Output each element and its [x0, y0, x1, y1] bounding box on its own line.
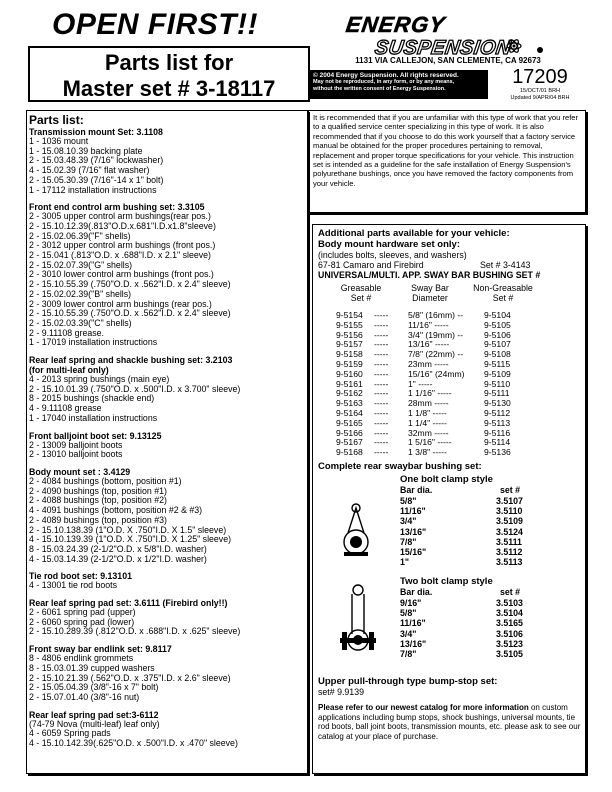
- greasable-column-header: [336, 283, 386, 303]
- one-bolt-col-dia: Bar dia.: [400, 484, 433, 495]
- parts-item: 2 - 15.02.07.39("G" shells): [29, 259, 133, 270]
- master-set-title: [28, 46, 310, 102]
- date-created: 15/OCT/01 BRH: [519, 88, 561, 94]
- parts-item: 2 - 15.03.48.39 (7/16" lockwasher): [29, 155, 164, 166]
- company-address: 1131 VIA CALLEJON, SAN CLEMENTE, CA 92673: [355, 56, 541, 65]
- parts-item: 2 - 15.07.01.40 (3/8"-16 nut): [29, 691, 140, 702]
- parts-section: [29, 355, 305, 424]
- parts-item: 8 - 15.03.24.39 (2-1/2"O.D. x 5/8"I.D. washer): [29, 543, 207, 554]
- sway-bar-diameter: 23mm -----: [408, 358, 449, 369]
- open-first-heading: OPEN FIRST!!: [52, 8, 258, 41]
- parts-item: 2 - 3005 upper control arm bushings(rear pos.): [29, 211, 211, 222]
- non-greasable-column-header: [468, 283, 538, 303]
- two-bolt-bar-diameter: 11/16": [400, 618, 426, 629]
- two-bolt-row: [400, 629, 570, 639]
- parts-item: 2 - 4089 bushings (top, position #3): [29, 514, 167, 525]
- row-separator: -----: [374, 358, 389, 369]
- two-bolt-bar-diameter: 7/8": [400, 648, 417, 659]
- section-gap: [29, 591, 305, 598]
- parts-item: 4 - 15.10.142.39(.625"O.D. x .500"I.D. x .470" sleeve): [29, 738, 238, 749]
- parts-list-panel: [26, 110, 308, 774]
- non-greasable-set-number: 9-5107: [484, 339, 511, 350]
- two-bolt-row: [400, 639, 570, 649]
- revision-dates: [500, 88, 580, 101]
- one-bolt-bar-diameter: 7/8": [400, 536, 417, 547]
- parts-item: 2 - 15.10.55.39 (.750"O.D. x .562"I.D. x 2.4" sleeve): [29, 308, 231, 319]
- parts-item: 1 - 1036 mount: [29, 136, 89, 146]
- bump-stop-heading: Upper pull-through type bump-stop set:: [318, 675, 498, 687]
- greasable-set-number: 9-5162: [336, 388, 363, 399]
- parts-item: 4 - 13001 tie rod boots: [29, 580, 118, 591]
- one-bolt-bar-diameter: 1": [400, 557, 410, 568]
- non-greasable-set-number: 9-5116: [484, 427, 511, 438]
- two-bolt-set-number: 3.5123: [496, 638, 523, 649]
- copyright-line-3: without the written consent of Energy Suspension.: [313, 86, 446, 92]
- parts-section-subtitle: (for multi-leaf only): [29, 365, 109, 376]
- parts-section-title: Front end control arm bushing set: 3.3105: [29, 202, 205, 213]
- row-separator: -----: [374, 339, 389, 350]
- section-gap: [29, 460, 305, 467]
- one-bolt-set-number: 3.5109: [496, 516, 523, 527]
- non-greasable-header-line1: Non-Greasable: [473, 283, 533, 293]
- non-greasable-set-number: 9-5130: [484, 398, 511, 409]
- sway-bar-diameter: 32mm -----: [408, 427, 449, 438]
- parts-item: 2 - 15.10.12.39(.813"O.D.x.681"I.D.x1.8"sleeve): [29, 220, 216, 231]
- one-bolt-title: One bolt clamp style: [400, 473, 493, 485]
- logo-suspension-text: SUSPENSION: [373, 37, 513, 58]
- one-bolt-set-number: 3.5112: [496, 546, 523, 557]
- sway-bar-row: [318, 448, 581, 458]
- one-bolt-row: [400, 516, 570, 526]
- two-bolt-set-number: 3.5103: [496, 597, 523, 608]
- non-greasable-set-number: 9-5104: [484, 310, 511, 320]
- diameter-header-line1: Sway Bar: [411, 283, 449, 293]
- parts-item: 2 - 13010 balljoint boots: [29, 449, 123, 460]
- parts-item: 2 - 6060 spring pad (lower): [29, 616, 135, 627]
- section-gap: [29, 195, 305, 202]
- section-gap: [29, 348, 305, 355]
- parts-section-title: Body mount set : 3.4129: [29, 466, 131, 477]
- additional-parts-heading: Additional parts available for your vehicle:: [318, 228, 510, 239]
- one-bolt-clamp-icon: [338, 502, 374, 562]
- parts-list-content: [29, 113, 305, 749]
- greasable-set-number: 9-5164: [336, 407, 363, 418]
- non-greasable-set-number: 9-5105: [484, 319, 511, 330]
- greasable-set-number: 9-5165: [336, 417, 363, 428]
- sway-bar-diameter: 1 1/8" -----: [408, 407, 447, 418]
- parts-list-heading: Parts list:: [29, 113, 84, 127]
- logo-graphic: [340, 12, 550, 58]
- catalog-note-bold: Please refer to our newest catalog for more information: [318, 702, 529, 712]
- parts-item: 2 - 13009 balljoint boots: [29, 439, 123, 450]
- row-separator: -----: [374, 447, 389, 458]
- section-gap: [29, 564, 305, 571]
- master-set-number: Master set # 3-18117: [62, 76, 276, 101]
- sway-bar-diameter: 15/16" (24mm): [408, 368, 465, 379]
- one-bolt-row: [400, 496, 570, 506]
- bump-stop-set: set# 9.9139: [318, 686, 364, 697]
- parts-item: 2 - 15.05.04.39 (3/8"-16 x 7" bolt): [29, 682, 159, 693]
- diameter-header-line2: Diameter: [412, 293, 448, 303]
- two-bolt-clamp-icon: [338, 578, 378, 658]
- non-greasable-set-number: 9-5108: [484, 349, 511, 360]
- parts-section-title: Front balljoint boot set: 9.13125: [29, 430, 162, 441]
- body-mount-hardware-heading: Body mount hardware set only:: [318, 239, 460, 250]
- two-bolt-section: [318, 575, 581, 676]
- parts-section: [29, 127, 305, 195]
- parts-section-subtitle: (74-79 Nova (multi-leaf) leaf only): [29, 718, 160, 729]
- sway-bar-diameter: 28mm -----: [408, 398, 449, 409]
- parts-section: [29, 431, 305, 460]
- greasable-set-number: 9-5160: [336, 368, 363, 379]
- parts-item: 2 - 15.10.138.39 (1"O.D. X .750"I.D. X 1.5" sleeve): [29, 524, 227, 535]
- one-bolt-set-number: 3.5110: [496, 506, 523, 517]
- row-separator: -----: [374, 437, 389, 448]
- row-separator: -----: [374, 378, 389, 389]
- greasable-header-line2: Set #: [350, 293, 372, 303]
- two-bolt-row: [400, 598, 570, 608]
- two-bolt-bar-diameter: 3/4": [400, 628, 417, 639]
- sway-bar-diameter: 7/8" (22mm) --: [408, 349, 464, 360]
- parts-item: 2 - 4084 bushings (bottom, position #1): [29, 475, 182, 486]
- parts-section: [29, 710, 305, 749]
- greasable-set-number: 9-5158: [336, 349, 363, 360]
- non-greasable-set-number: 9-5113: [484, 417, 511, 428]
- row-separator: -----: [374, 398, 389, 409]
- one-bolt-set-number: 3.5113: [496, 557, 523, 568]
- parts-item: 2 - 4088 bushings (top, position #2): [29, 495, 167, 506]
- additional-parts-content: [318, 228, 581, 741]
- sway-bar-diameter: 13/16" -----: [408, 339, 450, 350]
- sway-bar-diameter: 1 5/16" -----: [408, 437, 452, 448]
- one-bolt-row: [400, 527, 570, 537]
- hardware-includes-note: (includes bolts, sleeves, and washers): [318, 250, 467, 260]
- greasable-set-number: 9-5154: [336, 310, 363, 320]
- row-separator: -----: [374, 319, 389, 330]
- parts-item: 2 - 15.041 (.813"O.D. x .688"I.D. x 2.1" sleeve): [29, 250, 211, 261]
- hardware-vehicle: 67-81 Camaro and Firebird: [318, 260, 424, 270]
- one-bolt-bar-diameter: 5/8": [400, 495, 417, 506]
- parts-section-title: Front sway bar endlink set: 9.8117: [29, 644, 172, 655]
- parts-sections: [29, 127, 305, 749]
- greasable-set-number: 9-5166: [336, 427, 363, 438]
- non-greasable-set-number: 9-5111: [484, 388, 510, 399]
- greasable-set-number: 9-5163: [336, 398, 363, 409]
- diameter-column-header: [400, 283, 460, 303]
- two-bolt-col-dia: Bar dia.: [400, 586, 433, 597]
- two-bolt-bar-diameter: 5/8": [400, 608, 417, 619]
- catalog-note-text: on custom applications including bump stops, shock bushings, universal mounts, tie rod boots, ball joint boots, transmission mounts, etc. please ask to see our catalog at your place of purchase.: [318, 702, 581, 741]
- two-bolt-row: [400, 649, 570, 659]
- sway-bar-diameter: 1" -----: [408, 378, 433, 389]
- sway-bar-diameter: 3/4" (19mm) --: [408, 329, 464, 340]
- two-bolt-set-number: 3.5105: [496, 648, 523, 659]
- non-greasable-set-number: 9-5114: [484, 437, 511, 448]
- energy-suspension-logo: [340, 12, 550, 58]
- greasable-set-number: 9-5157: [336, 339, 363, 350]
- non-greasable-header-line2: Set #: [492, 293, 514, 303]
- row-separator: -----: [374, 417, 389, 428]
- one-bolt-bar-diameter: 11/16": [400, 506, 426, 517]
- two-bolt-header: [400, 587, 560, 597]
- one-bolt-header: [400, 485, 560, 495]
- one-bolt-row: [400, 557, 570, 567]
- catalog-note: [318, 703, 581, 741]
- two-bolt-set-number: 3.5165: [496, 618, 523, 629]
- one-bolt-row: [400, 537, 570, 547]
- hardware-set-number: Set # 3-4143: [480, 260, 531, 270]
- section-gap: [29, 637, 305, 644]
- one-bolt-bar-diameter: 15/16": [400, 546, 427, 557]
- parts-item: 4 - 15.02.39 (7/16" flat washer): [29, 165, 150, 176]
- hardware-vehicle-row: [318, 260, 581, 270]
- additional-parts-panel: [312, 224, 586, 774]
- sway-bar-diameter: 5/8" (16mm) --: [408, 310, 464, 320]
- row-separator: -----: [374, 427, 389, 438]
- registered-mark-icon: [537, 47, 543, 53]
- parts-item: 1 - 17112 installation instructions: [29, 184, 157, 195]
- parts-item: 8 - 4806 endlink grommets: [29, 653, 134, 664]
- parts-section-title: Rear leaf spring pad set:3-6112: [29, 709, 159, 720]
- parts-list-for-label: Parts list for: [104, 50, 234, 75]
- parts-section-title: Rear leaf spring pad set: 3.6111 (Firebird only!!): [29, 598, 228, 609]
- non-greasable-set-number: 9-5115: [484, 358, 511, 369]
- one-bolt-row: [400, 547, 570, 557]
- two-bolt-set-number: 3.5106: [496, 628, 523, 639]
- parts-item: 2 - 15.10.21.39 (.562"O.D. x .375"I.D. x 2.6" sleeve): [29, 672, 231, 683]
- two-bolt-col-set: set #: [500, 586, 521, 597]
- title-block: [14, 6, 296, 102]
- one-bolt-row: [400, 506, 570, 516]
- parts-item: 2 - 3009 lower control arm bushings (rear pos.): [29, 298, 212, 309]
- greasable-set-number: 9-5156: [336, 329, 363, 340]
- two-bolt-row: [400, 618, 570, 628]
- sway-table-header: [318, 283, 581, 305]
- sway-bar-table: [318, 311, 581, 458]
- date-updated: Updated 9/APR/04 BRH: [510, 94, 570, 101]
- parts-section-title: Rear leaf spring and shackle bushing set: 3.2103: [29, 355, 233, 366]
- installation-notice: [308, 110, 586, 213]
- one-bolt-set-number: 3.5111: [496, 536, 522, 547]
- parts-item: 2 - 9.11108 grease.: [29, 327, 104, 338]
- one-bolt-set-number: 3.5124: [496, 526, 523, 537]
- row-separator: -----: [374, 368, 389, 379]
- parts-item: 8 - 2015 bushings (shackle end): [29, 393, 155, 404]
- section-gap: [29, 703, 305, 710]
- parts-item: 2 - 4090 bushings (top, position #1): [29, 485, 167, 496]
- parts-item: 4 - 9.11108 grease: [29, 403, 102, 414]
- greasable-set-number: 9-5168: [336, 447, 363, 458]
- parts-item: 2 - 15.02.02.39("B" shells): [29, 288, 132, 299]
- parts-section: [29, 467, 305, 564]
- two-bolt-title: Two bolt clamp style: [400, 575, 493, 587]
- parts-item: 4 - 2013 spring bushings (main eye): [29, 374, 170, 385]
- one-bolt-col-set: set #: [500, 484, 521, 495]
- sway-bar-diameter: 1 1/16" -----: [408, 388, 452, 399]
- two-bolt-row: [400, 608, 570, 618]
- one-bolt-set-number: 3.5107: [496, 495, 523, 506]
- parts-item: 2 - 15.05.30.39 (7/16"-14 x 1" bolt): [29, 174, 164, 185]
- parts-section: [29, 644, 305, 703]
- parts-section: [29, 598, 305, 637]
- one-bolt-table: [400, 496, 570, 567]
- rear-swaybar-heading: Complete rear swaybar bushing set:: [318, 460, 482, 472]
- greasable-header-line1: Greasable: [340, 283, 382, 293]
- non-greasable-set-number: 9-5110: [484, 378, 511, 389]
- parts-item: 1 - 17040 installation instructions: [29, 412, 158, 423]
- parts-item: 2 - 15.10.01.39 (.750"O.D. x .500"I.D. x 3.700" sleeve): [29, 383, 241, 394]
- parts-item: 4 - 15.10.139.39 (1"O.D. X .750"I.D. X 1.25" sleeve): [29, 534, 232, 545]
- parts-item: 2 - 3012 upper control arm bushings (front pos.): [29, 240, 216, 251]
- row-separator: -----: [374, 310, 389, 320]
- row-separator: -----: [374, 388, 389, 399]
- one-bolt-section: [318, 472, 581, 578]
- non-greasable-set-number: 9-5109: [484, 368, 511, 379]
- section-gap: [29, 424, 305, 431]
- greasable-set-number: 9-5159: [336, 358, 363, 369]
- parts-section: [29, 202, 305, 348]
- parts-section: [29, 571, 305, 591]
- one-bolt-bar-diameter: 13/16": [400, 526, 427, 537]
- sway-bar-diameter: 1 3/8" -----: [408, 447, 447, 458]
- parts-item: 2 - 15.10.289.39 (.812"O.D. x .688"I.D. x .625" sleeve): [29, 626, 241, 637]
- logo-energy-text: ENERGY: [344, 12, 447, 37]
- greasable-set-number: 9-5155: [336, 319, 363, 330]
- two-bolt-bar-diameter: 9/16": [400, 597, 422, 608]
- document-number: 17209: [512, 66, 568, 88]
- parts-item: 1 - 15.08.10.39 backing plate: [29, 145, 143, 156]
- parts-item: 4 - 4091 bushings (bottom, position #2 & #3): [29, 505, 203, 516]
- parts-item: 2 - 6061 spring pad (upper): [29, 607, 136, 618]
- parts-item: 2 - 15.02.06.39("F" shells): [29, 230, 131, 241]
- parts-section-title: Tie rod boot set: 9.13101: [29, 571, 132, 582]
- parts-item: 2 - 15.02.03.39("C" shells): [29, 317, 132, 328]
- sway-bar-diameter: 11/16" -----: [408, 319, 449, 330]
- sway-bar-heading: UNIVERSAL/MULTI. APP. SWAY BAR BUSHING SET #: [318, 270, 541, 280]
- parts-item: 2 - 15.10.55.39 (.750"O.D. x .562"I.D. x 2.4" sleeve): [29, 279, 231, 290]
- parts-item: 4 - 15.03.14.39 (2-1/2"O.D. x 1/2"I.D. washer): [29, 553, 207, 564]
- parts-item: 8 - 15.03.01.39 cupped washers: [29, 662, 155, 673]
- copyright-line-2: May not be reproduced, in any form, or by any means,: [313, 79, 455, 85]
- parts-item: 2 - 3010 lower control arm bushings (front pos.): [29, 269, 214, 280]
- greasable-set-number: 9-5161: [336, 378, 363, 389]
- non-greasable-set-number: 9-5136: [484, 447, 511, 458]
- non-greasable-set-number: 9-5112: [484, 407, 511, 418]
- greasable-set-number: 9-5167: [336, 437, 363, 448]
- copyright-line-1: © 2004 Energy Suspension. All rights reserved.: [313, 72, 459, 79]
- copyright-notice: [310, 70, 488, 99]
- two-bolt-set-number: 3.5104: [496, 608, 523, 619]
- non-greasable-set-number: 9-5106: [484, 329, 511, 340]
- two-bolt-bar-diameter: 13/16": [400, 638, 427, 649]
- two-bolt-table: [400, 598, 570, 659]
- notice-text: It is recommended that if you are unfamiliar with this type of work that you refer to a qualified service center specializing in this type of work. It is also recommended that if you choose to do this work yourself that a factory service manual be obtained for the proper procedures pertaining to removal, replacement and proper torque specifications for your vehicle. This instruction set is intended as a guideline for the safe installation of Energy Suspension's polyurethane bushings, once you have removed the factory components from your vehicle.: [313, 113, 579, 188]
- one-bolt-bar-diameter: 3/4": [400, 516, 417, 527]
- row-separator: -----: [374, 349, 389, 360]
- parts-section-title: Transmission mount Set: 3.1108: [29, 127, 163, 137]
- parts-item: 1 - 17019 installation instructions: [29, 337, 158, 348]
- row-separator: -----: [374, 329, 389, 340]
- parts-item: 4 - 6059 Spring pads: [29, 728, 111, 739]
- row-separator: -----: [374, 407, 389, 418]
- sway-bar-diameter: 1 1/4" -----: [408, 417, 447, 428]
